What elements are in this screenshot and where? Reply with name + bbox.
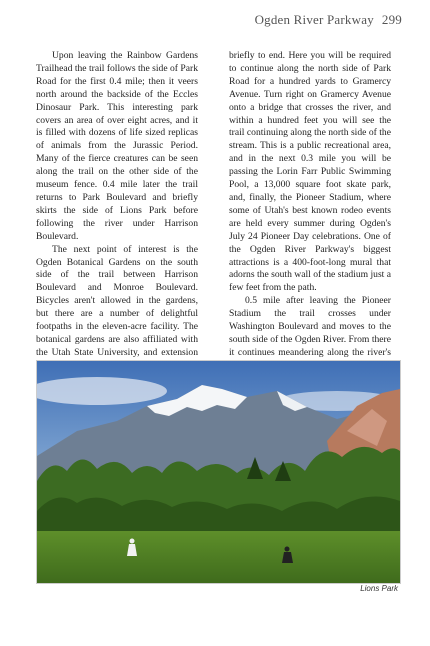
right-column [229, 50, 391, 398]
paragraph: 0.5 mile after leaving the Pioneer Stadium the trail crosses under Washington Boulevard and moves to the south side of the Ogden River. From there it continues meandering along the river's [229, 295, 391, 358]
page-number: 299 [381, 12, 402, 27]
paragraph: briefly to end. Here you will be required to continue along the north side of Park Road for a hundred yards to Gramercy Avenue. Turn right on Gramercy Avenue onto a bridge that crosses the river, and within a hundred feet you will see the trail continuing along the north side of the stream. This is a public recreational area, and in the next 0.3 mile you will be passing the Lorin Farr Public Swimming Pool, a 13,000 square foot skate park, and, finally, the Pioneer Stadium, where some of Utah's best known rodeo events are held every summer during Ogden's July 24 Pioneer Day celebrations. One of the Ogden River Parkway's biggest attractions is a 400-foot-long mural that adorns the south wall of the stadium just a few feet from the path. [229, 50, 392, 294]
lions-park-photo [36, 360, 401, 584]
running-title: Ogden River Parkway [254, 12, 374, 27]
running-header [255, 12, 402, 28]
paragraph: Upon leaving the Rainbow Gardens Trailhead the trail follows the side of Park Road for the first 0.4 mile; then it veers north around the backside of the Eccles Dinosaur Park. This interesting park covers an area of over eight acres, and it is filled with dozens of life sized replicas of animals from the Jurassic Period. Many of the fierce creatures can be seen along the trail on the other side of the museum fence. 0.4 mile later the trail returns to Park Boulevard and briefly skirts the side of Lions Park before following the river under Harrison Boulevard. [36, 50, 198, 242]
paragraph: The next point of interest is the Ogden Botanical Gardens on the south side of the trail between Harrison Boulevard and Monroe Boulevard. Bicycles aren't allowed in the gardens, but there are a number of delightful footpaths in the eleven-acre facility. The botanical gardens are also affiliated with the Utah State University, and extension [36, 243, 198, 358]
photo-caption: Lions Park [360, 584, 398, 593]
